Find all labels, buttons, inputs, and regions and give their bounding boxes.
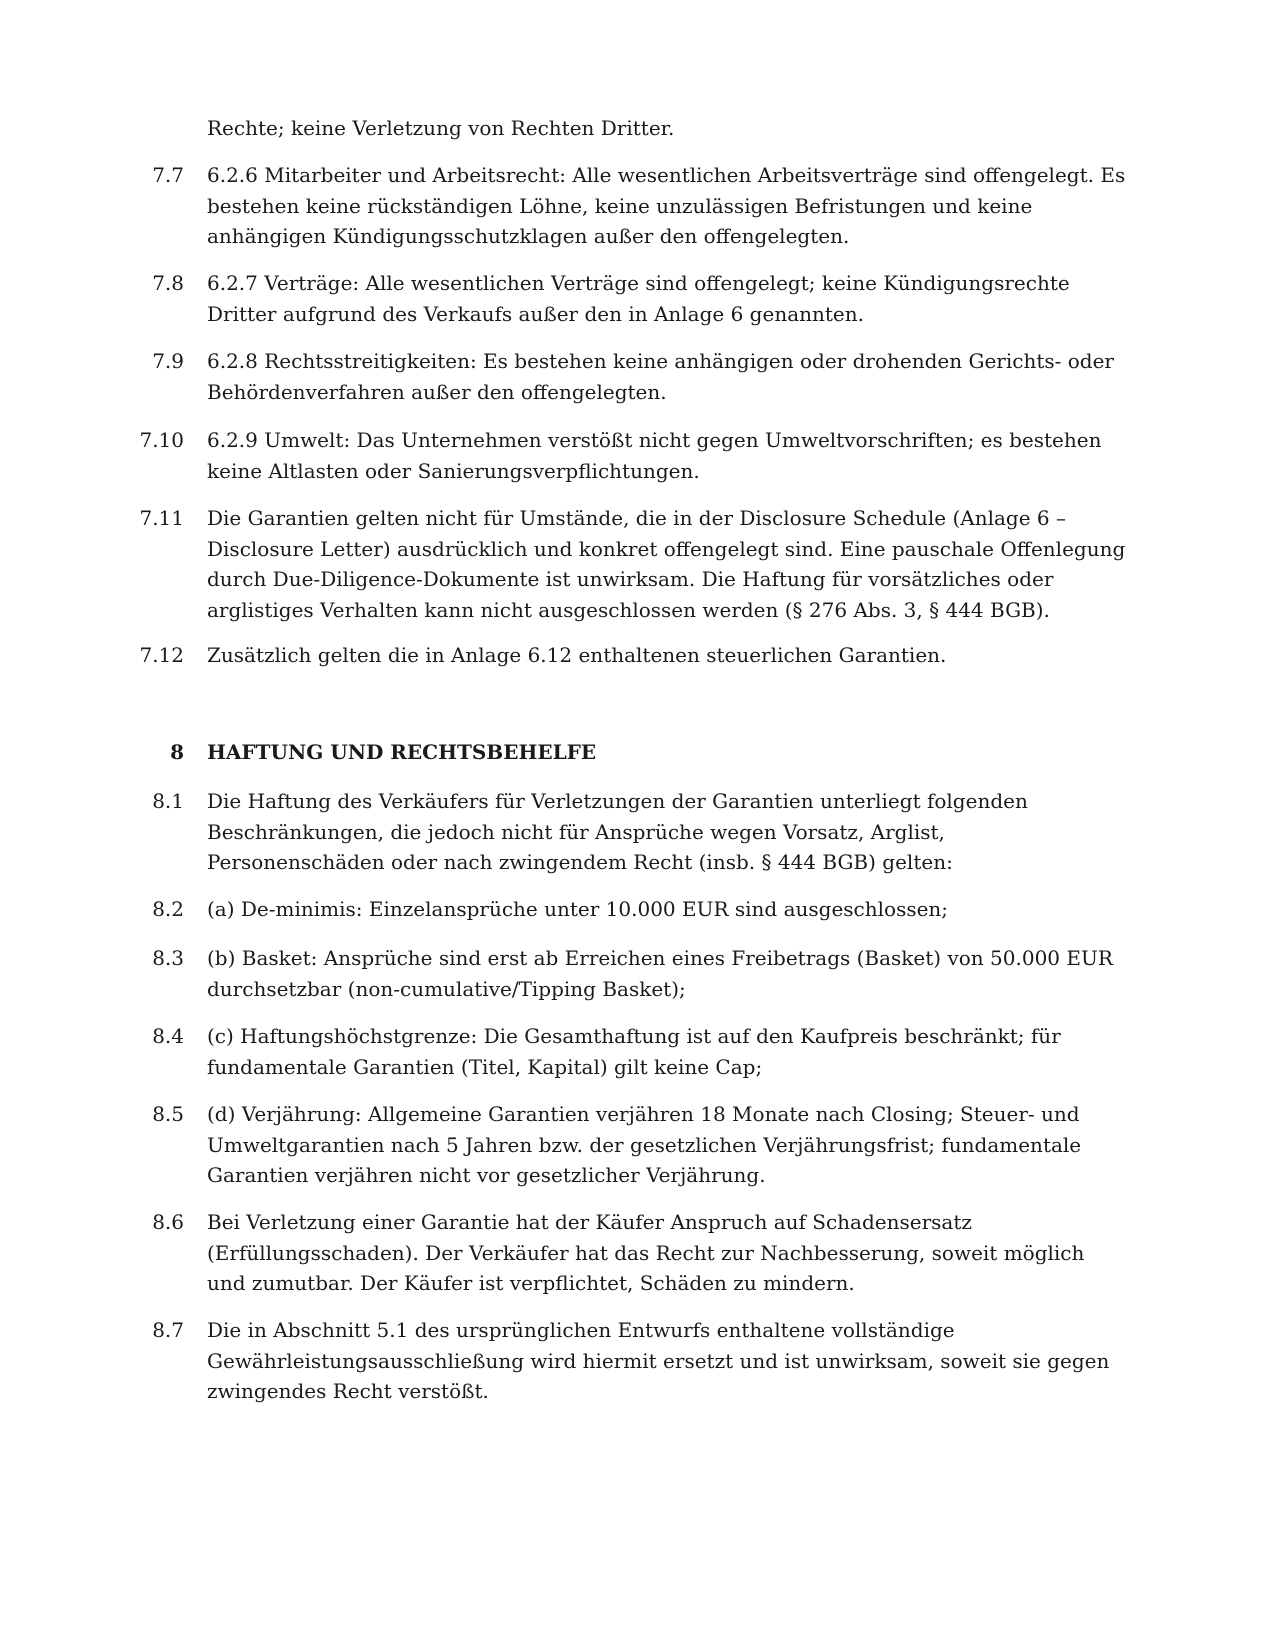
clause-text: Die Haftung des Verkäufers für Verletzungen der Garantien unterliegt folgenden Beschränkungen, die jedoch nicht für Ansprüche wegen Vorsatz, Arglist, Personenschäden oder nach zwingendem Recht (insb. § 444 BGB) gelten: [207,789,1028,874]
clause-text: Bei Verletzung einer Garantie hat der Käufer Anspruch auf Schadensersatz (Erfüllungsschaden). Der Verkäufer hat das Recht zur Nachbesserung, soweit möglich und zumutbar. Der Käufer ist verpflichtet, Schäden zu mindern. [207,1210,1085,1295]
clause-number: 8.1 [152,789,184,813]
section-number: 8 [170,740,184,764]
clause-7-10 [0,425,1275,486]
clause-text: (c) Haftungshöchstgrenze: Die Gesamthaftung ist auf den Kaufpreis beschränkt; für fundamentale Garantien (Titel, Kapital) gilt keine Cap; [207,1024,1061,1079]
clause-number: 7.8 [152,271,184,295]
clause-number: 7.10 [139,428,184,452]
clause-8-3 [0,943,1275,1004]
clause-text: Zusätzlich gelten die in Anlage 6.12 enthaltenen steuerlichen Garantien. [207,643,947,667]
clause-number: 7.11 [139,506,184,530]
clause-text: 6.2.8 Rechtsstreitigkeiten: Es bestehen keine anhängigen oder drohenden Gerichts- oder Behördenverfahren außer den offengelegten. [207,349,1114,404]
clause-text: Die Garantien gelten nicht für Umstände, die in der Disclosure Schedule (Anlage 6 – Disclosure Letter) ausdrücklich und konkret offengelegt sind. Eine pauschale Offenlegung durch Due-Diligence-Dokumente ist unwirksam. Die Haftung für vorsätzliches oder arglistiges Verhalten kann nicht ausgeschlossen werden (§ 276 Abs. 3, § 444 BGB). [207,506,1126,622]
clause-text: 6.2.6 Mitarbeiter und Arbeitsrecht: Alle wesentlichen Arbeitsverträge sind offengelegt. Es bestehen keine rückständigen Löhne, keine unzulässigen Befristungen und keine anhängigen Kündigungsschutzklagen außer den offengelegten. [207,163,1126,248]
clause-text: 6.2.7 Verträge: Alle wesentlichen Verträge sind offengelegt; keine Kündigungsrechte Dritter aufgrund des Verkaufs außer den in Anlage 6 genannten. [207,271,1070,326]
clause-8-5 [0,1099,1275,1191]
clause-number: 8.4 [152,1024,184,1048]
clause-text: Die in Abschnitt 5.1 des ursprünglichen Entwurfs enthaltene vollständige Gewährleistungsausschließung wird hiermit ersetzt und ist unwirksam, soweit sie gegen zwingendes Recht verstößt. [207,1318,1110,1403]
clause-number: 7.9 [152,349,184,373]
clause-8-2 [0,894,1275,925]
clause-7-8 [0,268,1275,329]
continuation-text: Rechte; keine Verletzung von Rechten Dritter. [207,116,675,140]
clause-text: (d) Verjährung: Allgemeine Garantien verjähren 18 Monate nach Closing; Steuer- und Umweltgarantien nach 5 Jahren bzw. der gesetzlichen Verjährungsfrist; fundamentale Garantien verjähren nicht vor gesetzlicher Verjährung. [207,1102,1082,1187]
clause-8-7 [0,1315,1275,1407]
clause-number: 8.5 [152,1102,184,1126]
clause-8-6 [0,1207,1275,1299]
clause-8-1 [0,786,1275,878]
clause-7-12 [0,640,1275,671]
clause-text: (a) De-minimis: Einzelansprüche unter 10.000 EUR sind ausgeschlossen; [207,897,949,921]
clause-text: 6.2.9 Umwelt: Das Unternehmen verstößt nicht gegen Umweltvorschriften; es bestehen keine Altlasten oder Sanierungsverpflichtungen. [207,428,1102,483]
clause-7-9 [0,346,1275,407]
clause-number: 7.12 [139,643,184,667]
clause-number: 8.3 [152,946,184,970]
section-title: HAFTUNG UND RECHTSBEHELFE [207,740,597,764]
clause-text: (b) Basket: Ansprüche sind erst ab Erreichen eines Freibetrags (Basket) von 50.000 EUR durchsetzbar (non-cumulative/Tipping Basket); [207,946,1113,1001]
clause-7-7 [0,160,1275,252]
clause-number: 7.7 [152,163,184,187]
clause-number: 8.2 [152,897,184,921]
clause-number: 8.7 [152,1318,184,1342]
clause-7-11 [0,503,1275,625]
clause-8-4 [0,1021,1275,1082]
clause-number: 8.6 [152,1210,184,1234]
section-heading [0,737,1275,768]
